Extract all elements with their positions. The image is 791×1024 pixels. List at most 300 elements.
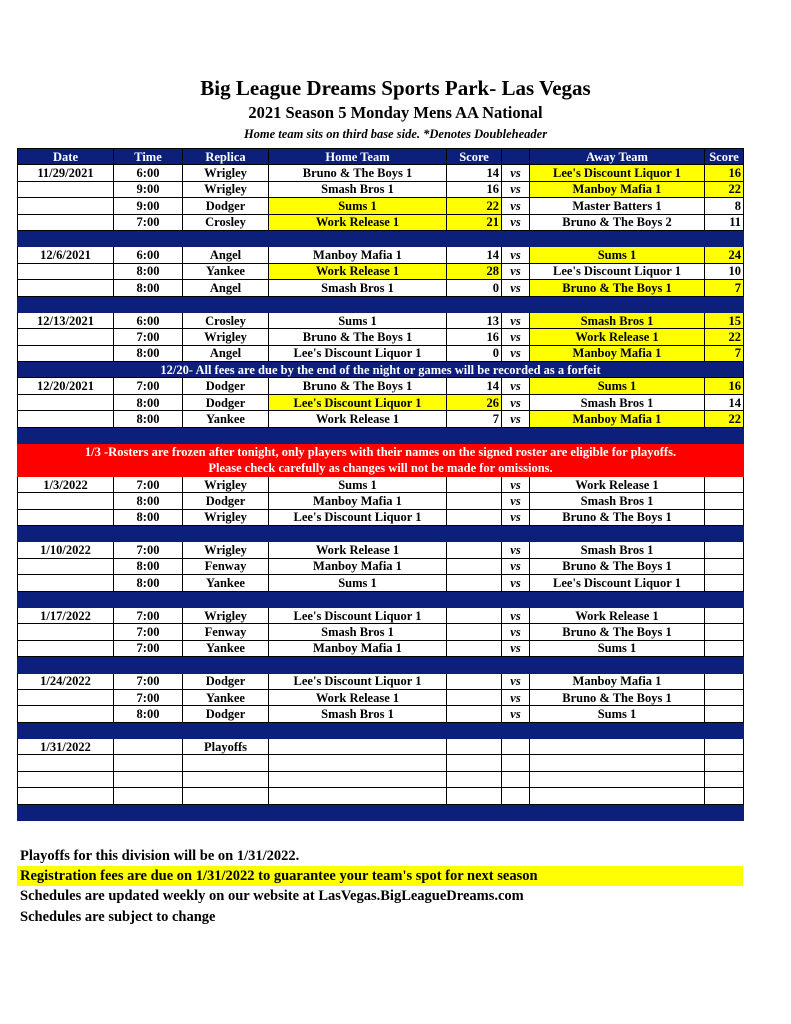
- home-score: [447, 755, 502, 771]
- away-score: [705, 739, 744, 755]
- away-team: Manboy Mafia 1: [530, 181, 705, 197]
- away-team: Sums 1: [530, 378, 705, 394]
- away-score: [705, 542, 744, 558]
- game-field: Dodger: [183, 493, 269, 509]
- game-field: Yankee: [183, 640, 269, 656]
- game-date: [18, 640, 114, 656]
- game-date: [18, 689, 114, 705]
- home-team: Sums 1: [269, 476, 447, 492]
- game-field: Angel: [183, 247, 269, 263]
- home-team-note: Home team sits on third base side. *Denotes Doubleheader: [243, 127, 548, 141]
- separator-row: [18, 591, 744, 607]
- home-team: Sums 1: [269, 198, 447, 214]
- fee-notice-text: 12/20- All fees are due by the end of the night or games will be recorded as a forfeit: [18, 362, 744, 378]
- game-time: 7:00: [114, 673, 183, 689]
- home-team: Smash Bros 1: [269, 181, 447, 197]
- game-field: Angel: [183, 280, 269, 296]
- game-date: 12/20/2021: [18, 378, 114, 394]
- game-time: 8:00: [114, 345, 183, 361]
- away-score: 14: [705, 394, 744, 410]
- away-score: [705, 788, 744, 804]
- game-time: 8:00: [114, 558, 183, 574]
- home-score: [447, 706, 502, 722]
- col-replica-header: Replica: [183, 149, 269, 165]
- game-field: Yankee: [183, 575, 269, 591]
- roster-alert-text: 1/3 -Rosters are frozen after tonight, only players with their names on the signed roster are eligible for playoffs.: [18, 444, 744, 460]
- home-team: Bruno & The Boys 1: [269, 329, 447, 345]
- separator-row: [18, 804, 744, 820]
- away-team: Manboy Mafia 1: [530, 411, 705, 427]
- game-field: Yankee: [183, 263, 269, 279]
- game-field: [183, 755, 269, 771]
- game-time: 8:00: [114, 411, 183, 427]
- home-team: Sums 1: [269, 575, 447, 591]
- game-time: 6:00: [114, 165, 183, 181]
- game-date: [18, 509, 114, 525]
- game-time: [114, 771, 183, 787]
- game-field: Dodger: [183, 706, 269, 722]
- home-score: [447, 771, 502, 787]
- game-time: [114, 788, 183, 804]
- game-row: [18, 640, 744, 656]
- away-team: Smash Bros 1: [530, 542, 705, 558]
- home-score: 0: [447, 280, 502, 296]
- home-score: 14: [447, 165, 502, 181]
- game-row: [18, 771, 744, 787]
- home-score: 16: [447, 181, 502, 197]
- game-row: [18, 214, 744, 230]
- game-row: [18, 493, 744, 509]
- game-row: [18, 607, 744, 623]
- game-field: Wrigley: [183, 165, 269, 181]
- away-team: Bruno & The Boys 1: [530, 509, 705, 525]
- game-date: [18, 624, 114, 640]
- separator-cell: [18, 525, 744, 541]
- home-score: [447, 607, 502, 623]
- game-row: [18, 263, 744, 279]
- away-score: [705, 706, 744, 722]
- away-score: 16: [705, 165, 744, 181]
- away-score: 7: [705, 345, 744, 361]
- game-field: Crosley: [183, 214, 269, 230]
- home-team: Manboy Mafia 1: [269, 558, 447, 574]
- game-date: 1/31/2022: [18, 739, 114, 755]
- game-field: Wrigley: [183, 329, 269, 345]
- game-time: 8:00: [114, 263, 183, 279]
- vs-label: vs: [502, 607, 530, 623]
- home-score: 14: [447, 247, 502, 263]
- game-time: 7:00: [114, 378, 183, 394]
- away-score: [705, 624, 744, 640]
- game-date: [18, 329, 114, 345]
- away-team: Lee's Discount Liquor 1: [530, 263, 705, 279]
- home-score: 26: [447, 394, 502, 410]
- home-team: Bruno & The Boys 1: [269, 378, 447, 394]
- away-team: [530, 755, 705, 771]
- game-field: Dodger: [183, 198, 269, 214]
- vs-label: vs: [502, 263, 530, 279]
- game-time: 8:00: [114, 509, 183, 525]
- vs-label: vs: [502, 706, 530, 722]
- game-date: 1/17/2022: [18, 607, 114, 623]
- home-score: [447, 673, 502, 689]
- away-score: 15: [705, 312, 744, 328]
- away-score: 7: [705, 280, 744, 296]
- away-team: Smash Bros 1: [530, 394, 705, 410]
- game-date: [18, 345, 114, 361]
- home-team: Work Release 1: [269, 411, 447, 427]
- home-team: Work Release 1: [269, 689, 447, 705]
- away-team: [530, 739, 705, 755]
- home-team: [269, 755, 447, 771]
- home-score: [447, 575, 502, 591]
- away-team: Bruno & The Boys 1: [530, 689, 705, 705]
- away-score: [705, 673, 744, 689]
- vs-label: vs: [502, 181, 530, 197]
- game-row: [18, 312, 744, 328]
- game-row: [18, 345, 744, 361]
- home-score: 14: [447, 378, 502, 394]
- game-row: [18, 378, 744, 394]
- game-time: 7:00: [114, 689, 183, 705]
- home-score: 22: [447, 198, 502, 214]
- away-team: Lee's Discount Liquor 1: [530, 575, 705, 591]
- home-team: [269, 739, 447, 755]
- game-date: [18, 788, 114, 804]
- game-date: [18, 263, 114, 279]
- away-team: Manboy Mafia 1: [530, 673, 705, 689]
- home-team: Smash Bros 1: [269, 706, 447, 722]
- away-score: 22: [705, 329, 744, 345]
- game-field: Wrigley: [183, 476, 269, 492]
- game-row: [18, 542, 744, 558]
- away-score: 11: [705, 214, 744, 230]
- vs-label: vs: [502, 280, 530, 296]
- schedule-table: [17, 148, 744, 821]
- away-team: Sums 1: [530, 247, 705, 263]
- col-home-team-header: Home Team: [269, 149, 447, 165]
- separator-row: [18, 296, 744, 312]
- game-field: [183, 788, 269, 804]
- game-time: 7:00: [114, 214, 183, 230]
- home-team: Smash Bros 1: [269, 624, 447, 640]
- col-away-score-header: Score: [705, 149, 744, 165]
- vs-label: [502, 771, 530, 787]
- away-score: 10: [705, 263, 744, 279]
- col-time-header: Time: [114, 149, 183, 165]
- home-score: [447, 542, 502, 558]
- separator-row: [18, 230, 744, 246]
- vs-label: vs: [502, 312, 530, 328]
- game-row: [18, 394, 744, 410]
- game-date: 11/29/2021: [18, 165, 114, 181]
- home-team: Lee's Discount Liquor 1: [269, 509, 447, 525]
- game-time: 8:00: [114, 394, 183, 410]
- away-team: Bruno & The Boys 1: [530, 558, 705, 574]
- playoffs-date-note: Playoffs for this division will be on 1/31/2022.: [20, 848, 300, 864]
- game-field: Angel: [183, 345, 269, 361]
- game-field: Fenway: [183, 624, 269, 640]
- away-team: Work Release 1: [530, 329, 705, 345]
- game-time: 7:00: [114, 476, 183, 492]
- away-team: Bruno & The Boys 1: [530, 624, 705, 640]
- away-team: [530, 788, 705, 804]
- away-score: [705, 771, 744, 787]
- away-score: [705, 640, 744, 656]
- game-field: Dodger: [183, 394, 269, 410]
- game-date: 1/3/2022: [18, 476, 114, 492]
- away-team: Bruno & The Boys 1: [530, 280, 705, 296]
- vs-label: vs: [502, 476, 530, 492]
- separator-row: [18, 525, 744, 541]
- away-score: [705, 607, 744, 623]
- home-team: [269, 771, 447, 787]
- game-time: 8:00: [114, 575, 183, 591]
- home-score: [447, 640, 502, 656]
- separator-cell: [18, 657, 744, 673]
- table-header-row: [18, 149, 744, 165]
- roster-alert-row: [18, 444, 744, 460]
- away-score: [705, 509, 744, 525]
- col-date-header: Date: [18, 149, 114, 165]
- away-team: Sums 1: [530, 640, 705, 656]
- vs-label: vs: [502, 165, 530, 181]
- home-score: 13: [447, 312, 502, 328]
- home-team: Work Release 1: [269, 542, 447, 558]
- game-row: [18, 575, 744, 591]
- col-away-team-header: Away Team: [530, 149, 705, 165]
- away-team: Smash Bros 1: [530, 493, 705, 509]
- separator-cell: [18, 427, 744, 443]
- home-team: Manboy Mafia 1: [269, 493, 447, 509]
- game-time: 7:00: [114, 542, 183, 558]
- away-team: Bruno & The Boys 2: [530, 214, 705, 230]
- game-row: [18, 165, 744, 181]
- away-team: Smash Bros 1: [530, 312, 705, 328]
- vs-label: vs: [502, 542, 530, 558]
- game-field: [183, 771, 269, 787]
- vs-label: vs: [502, 345, 530, 361]
- vs-label: vs: [502, 673, 530, 689]
- home-team: Lee's Discount Liquor 1: [269, 345, 447, 361]
- home-score: [447, 509, 502, 525]
- fee-notice-row: [18, 362, 744, 378]
- separator-cell: [18, 591, 744, 607]
- game-field: Playoffs: [183, 739, 269, 755]
- game-row: [18, 280, 744, 296]
- separator-cell: [18, 804, 744, 820]
- col-home-score-header: Score: [447, 149, 502, 165]
- game-time: 9:00: [114, 181, 183, 197]
- game-date: [18, 181, 114, 197]
- game-date: [18, 411, 114, 427]
- vs-label: vs: [502, 214, 530, 230]
- vs-label: [502, 739, 530, 755]
- away-team: Sums 1: [530, 706, 705, 722]
- home-score: 0: [447, 345, 502, 361]
- vs-label: vs: [502, 493, 530, 509]
- game-time: 8:00: [114, 706, 183, 722]
- page-title: Big League Dreams Sports Park- Las Vegas: [200, 76, 591, 100]
- home-team: Manboy Mafia 1: [269, 640, 447, 656]
- home-team: Sums 1: [269, 312, 447, 328]
- vs-label: vs: [502, 558, 530, 574]
- website-note: Schedules are updated weekly on our website at LasVegas.BigLeagueDreams.com: [20, 888, 524, 904]
- game-time: [114, 755, 183, 771]
- game-time: 6:00: [114, 247, 183, 263]
- away-team: Work Release 1: [530, 476, 705, 492]
- home-score: 7: [447, 411, 502, 427]
- game-field: Wrigley: [183, 607, 269, 623]
- vs-label: vs: [502, 378, 530, 394]
- separator-row: [18, 427, 744, 443]
- game-field: Wrigley: [183, 542, 269, 558]
- vs-label: vs: [502, 509, 530, 525]
- game-row: [18, 689, 744, 705]
- away-team: Work Release 1: [530, 607, 705, 623]
- game-field: Wrigley: [183, 509, 269, 525]
- game-field: Dodger: [183, 673, 269, 689]
- game-row: [18, 247, 744, 263]
- page-subtitle: 2021 Season 5 Monday Mens AA National: [248, 103, 543, 122]
- game-date: [18, 214, 114, 230]
- game-field: Fenway: [183, 558, 269, 574]
- home-team: Work Release 1: [269, 263, 447, 279]
- game-row: [18, 476, 744, 492]
- game-time: 7:00: [114, 329, 183, 345]
- home-score: [447, 788, 502, 804]
- game-date: [18, 493, 114, 509]
- away-score: 22: [705, 411, 744, 427]
- vs-label: vs: [502, 689, 530, 705]
- home-score: [447, 739, 502, 755]
- vs-label: vs: [502, 575, 530, 591]
- home-score: [447, 689, 502, 705]
- game-date: [18, 771, 114, 787]
- game-row: [18, 673, 744, 689]
- registration-fee-note: Registration fees are due on 1/31/2022 to guarantee your team's spot for next season: [17, 866, 743, 886]
- away-score: 8: [705, 198, 744, 214]
- game-field: Yankee: [183, 411, 269, 427]
- col-vs-header: [502, 149, 530, 165]
- vs-label: [502, 755, 530, 771]
- schedule-body: [18, 165, 744, 821]
- home-team: Lee's Discount Liquor 1: [269, 607, 447, 623]
- away-team: Master Batters 1: [530, 198, 705, 214]
- game-row: [18, 755, 744, 771]
- game-date: 1/10/2022: [18, 542, 114, 558]
- home-score: [447, 624, 502, 640]
- game-row: [18, 181, 744, 197]
- game-date: [18, 198, 114, 214]
- vs-label: vs: [502, 198, 530, 214]
- game-time: 7:00: [114, 624, 183, 640]
- home-team: Work Release 1: [269, 214, 447, 230]
- game-date: [18, 575, 114, 591]
- home-score: 16: [447, 329, 502, 345]
- game-time: 8:00: [114, 280, 183, 296]
- game-row: [18, 509, 744, 525]
- home-team: [269, 788, 447, 804]
- home-score: [447, 476, 502, 492]
- game-time: 8:00: [114, 493, 183, 509]
- away-score: [705, 755, 744, 771]
- game-time: 9:00: [114, 198, 183, 214]
- vs-label: vs: [502, 411, 530, 427]
- game-row: [18, 739, 744, 755]
- game-row: [18, 198, 744, 214]
- game-row: [18, 706, 744, 722]
- home-team: Lee's Discount Liquor 1: [269, 394, 447, 410]
- game-date: [18, 394, 114, 410]
- game-date: [18, 706, 114, 722]
- separator-row: [18, 722, 744, 738]
- separator-cell: [18, 230, 744, 246]
- home-team: Lee's Discount Liquor 1: [269, 673, 447, 689]
- home-score: 21: [447, 214, 502, 230]
- away-score: 16: [705, 378, 744, 394]
- home-team: Bruno & The Boys 1: [269, 165, 447, 181]
- vs-label: vs: [502, 247, 530, 263]
- home-team: Smash Bros 1: [269, 280, 447, 296]
- away-team: [530, 771, 705, 787]
- game-row: [18, 788, 744, 804]
- away-score: 24: [705, 247, 744, 263]
- game-date: 12/6/2021: [18, 247, 114, 263]
- roster-alert-text: Please check carefully as changes will not be made for omissions.: [18, 460, 744, 476]
- game-row: [18, 624, 744, 640]
- separator-cell: [18, 296, 744, 312]
- game-row: [18, 411, 744, 427]
- away-score: [705, 575, 744, 591]
- game-date: [18, 755, 114, 771]
- game-date: 1/24/2022: [18, 673, 114, 689]
- vs-label: [502, 788, 530, 804]
- game-time: [114, 739, 183, 755]
- home-team: Manboy Mafia 1: [269, 247, 447, 263]
- home-score: 28: [447, 263, 502, 279]
- away-score: [705, 689, 744, 705]
- away-team: Manboy Mafia 1: [530, 345, 705, 361]
- game-row: [18, 558, 744, 574]
- roster-alert-row: [18, 460, 744, 476]
- game-time: 7:00: [114, 607, 183, 623]
- game-row: [18, 329, 744, 345]
- away-score: [705, 476, 744, 492]
- separator-cell: [18, 722, 744, 738]
- away-team: Lee's Discount Liquor 1: [530, 165, 705, 181]
- game-field: Dodger: [183, 378, 269, 394]
- vs-label: vs: [502, 329, 530, 345]
- away-score: 22: [705, 181, 744, 197]
- vs-label: vs: [502, 640, 530, 656]
- game-field: Wrigley: [183, 181, 269, 197]
- game-date: 12/13/2021: [18, 312, 114, 328]
- game-field: Crosley: [183, 312, 269, 328]
- schedule-change-note: Schedules are subject to change: [20, 909, 216, 925]
- home-score: [447, 558, 502, 574]
- game-date: [18, 558, 114, 574]
- game-time: 7:00: [114, 640, 183, 656]
- game-date: [18, 280, 114, 296]
- vs-label: vs: [502, 394, 530, 410]
- game-time: 6:00: [114, 312, 183, 328]
- game-field: Yankee: [183, 689, 269, 705]
- away-score: [705, 493, 744, 509]
- away-score: [705, 558, 744, 574]
- separator-row: [18, 657, 744, 673]
- vs-label: vs: [502, 624, 530, 640]
